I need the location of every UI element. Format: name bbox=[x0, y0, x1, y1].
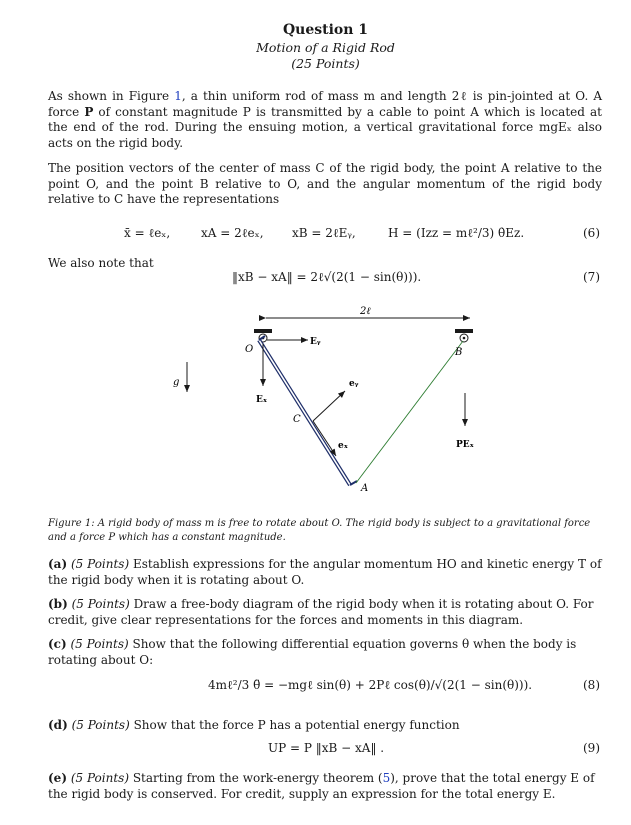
question-b bbox=[48, 597, 602, 628]
figure-caption: Figure 1: A rigid body of mass m is free to rotate about O. The rigid body is subject to a gravitational force and a force P which has a constant magnitude. bbox=[48, 518, 591, 543]
ey-body-arrow bbox=[313, 391, 345, 421]
question-e bbox=[48, 771, 602, 802]
question-b-text: Draw a free-body diagram of the rigid body when it is rotating about O. For credit, give clear representations for the forces and moments in this diagram. bbox=[48, 597, 594, 627]
question-c-text: Show that the following differential equation governs θ when the body is rotating about O: bbox=[48, 637, 577, 667]
question-e-label: (e) bbox=[48, 771, 67, 785]
eq8-number: (8) bbox=[583, 678, 600, 692]
question-title: Question 1 bbox=[282, 22, 369, 38]
ex-body-label: eₓ bbox=[338, 441, 349, 451]
gravity-label: g bbox=[173, 377, 180, 388]
ex-basis-label: Eₓ bbox=[256, 395, 268, 405]
question-a-text: Establish expressions for the angular momentum HO and kinetic energy T of the rigid body when it is rotating about O. bbox=[48, 557, 602, 587]
question-a-points: (5 Points) bbox=[70, 557, 130, 571]
question-c-points: (5 Points) bbox=[70, 637, 129, 651]
eq6-number: (6) bbox=[583, 226, 600, 240]
ex-body-arrow bbox=[313, 421, 336, 456]
point-a-label: A bbox=[361, 483, 369, 494]
question-d-points: (5 Points) bbox=[71, 718, 130, 732]
rigid-rod bbox=[259, 336, 357, 485]
figure-rigid-rod bbox=[0, 300, 631, 500]
question-d-text: Show that the force P has a potential energy function bbox=[129, 718, 460, 732]
point-c-label: C bbox=[293, 414, 301, 425]
span-label: 2ℓ bbox=[360, 306, 371, 317]
question-d-label: (d) bbox=[48, 718, 68, 732]
point-b-label: B bbox=[455, 347, 463, 358]
question-e-text-a: Starting from the work-energy theorem ( bbox=[129, 771, 383, 785]
force-symbol: P bbox=[84, 104, 94, 119]
question-points: (25 Points) bbox=[291, 56, 360, 71]
eq9-number: (9) bbox=[583, 741, 600, 755]
question-e-points: (5 Points) bbox=[70, 771, 129, 785]
eq6-term-c: xB = 2ℓEᵧ, bbox=[292, 226, 356, 240]
ey-basis-label: Eᵧ bbox=[310, 337, 321, 347]
eq6-term-b: xA = 2ℓeₓ, bbox=[201, 226, 264, 240]
question-subtitle: Motion of a Rigid Rod bbox=[256, 40, 395, 55]
intro-paragraph-2: The position vectors of the center of mass C of the rigid body, the point A relative to the point O, and the point B relative to O, and the angular momentum of the rigid body relative to C have the representations bbox=[48, 161, 602, 207]
figure-ref-link[interactable]: 1 bbox=[174, 89, 182, 103]
question-a bbox=[48, 557, 602, 588]
intro-text-c: of constant magnitude P is transmitted by a cable to point A which is located at the end of the rod. During the ensuing motion, a vertical gravitational force mgEₓ also acts on the rigid body. bbox=[48, 104, 602, 150]
force-p-label: PEₓ bbox=[456, 440, 474, 450]
eq6-term-d: H = (Izz = mℓ²/3) θ̇Ez. bbox=[388, 226, 525, 240]
eq7-body: ‖xB − xA‖ = 2ℓ√(2(1 − sin(θ))). bbox=[232, 270, 422, 284]
question-c-label: (c) bbox=[48, 637, 67, 651]
point-o-label: O bbox=[245, 344, 254, 355]
intro-text-a: As shown in Figure bbox=[48, 89, 175, 103]
pin-support-b bbox=[455, 329, 473, 342]
question-a-label: (a) bbox=[48, 557, 68, 571]
eq7-number: (7) bbox=[583, 270, 600, 284]
theorem-ref-link[interactable]: 5 bbox=[382, 771, 391, 785]
intro-text-b: , a thin uniform rod of mass m and length 2ℓ is pin-jointed at O. A force bbox=[48, 89, 602, 119]
eq8-body: 4mℓ²/3 θ̈ = −mgℓ sin(θ) + 2Pℓ cos(θ)/√(2(1 − sin(θ))). bbox=[208, 678, 533, 692]
question-b-label: (b) bbox=[48, 597, 68, 611]
question-b-points: (5 Points) bbox=[71, 597, 130, 611]
ey-body-label: eᵧ bbox=[349, 379, 359, 389]
eq9-body: UP = P ‖xB − xA‖ . bbox=[268, 741, 385, 755]
intro-paragraph-3: We also note that bbox=[48, 256, 154, 270]
question-c bbox=[48, 637, 602, 668]
question-e-text-b: ), prove that the total energy E of the rigid body is conserved. For credit, supply an expression for the total energy E. bbox=[48, 771, 595, 801]
eq6-term-a: x̄ = ℓeₓ, bbox=[124, 226, 171, 240]
question-d bbox=[48, 718, 602, 734]
intro-paragraph-1 bbox=[48, 89, 602, 151]
cable-line bbox=[356, 341, 463, 483]
